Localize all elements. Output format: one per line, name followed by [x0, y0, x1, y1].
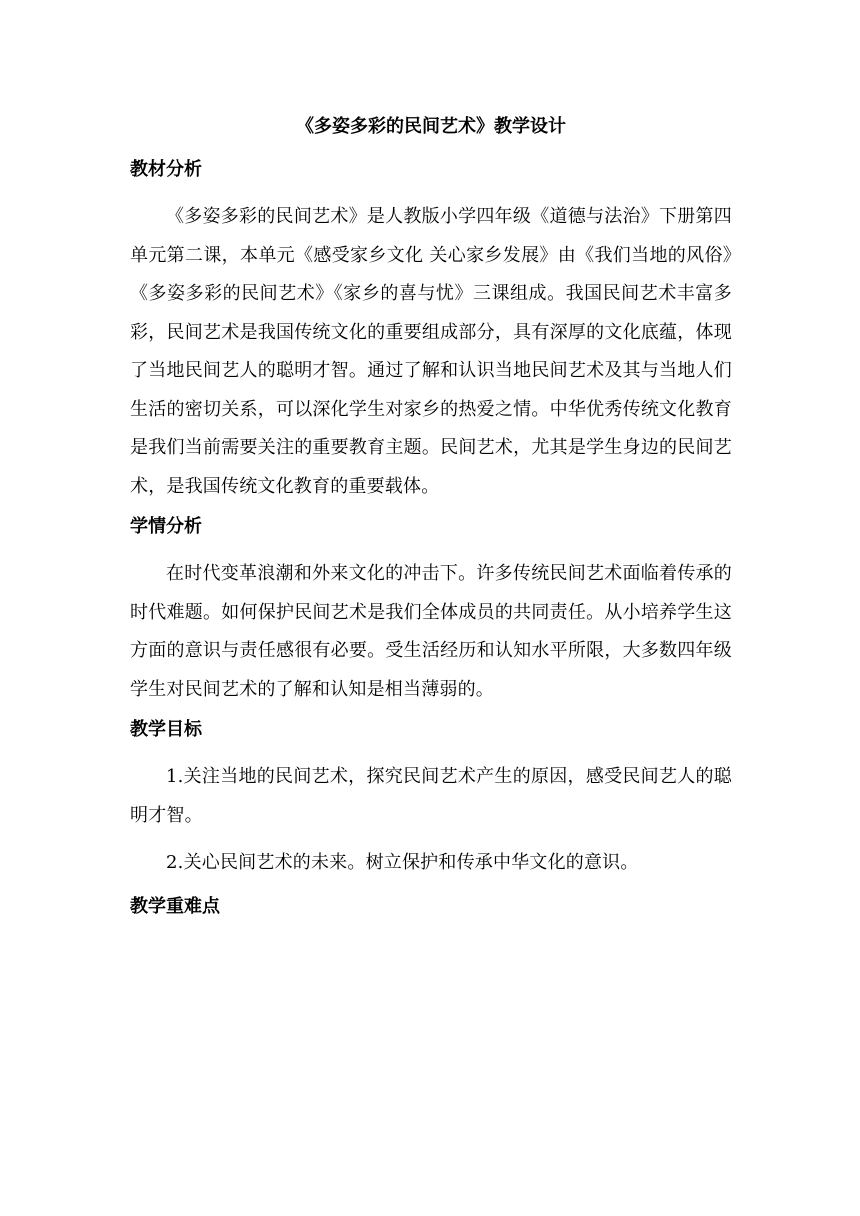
section-heading-key-difficulties: 教学重难点	[130, 895, 220, 917]
document-title: 《多姿多彩的民间艺术》教学设计	[296, 116, 566, 137]
section-heading-student-analysis: 学情分析	[130, 516, 202, 537]
paragraph-goal-2: 2.关心民间艺术的未来。树立保护和传承中华文化的意识。	[166, 852, 639, 873]
paragraph-textbook-analysis: 《多姿多彩的民间艺术》是人教版小学四年级《道德与法治》下册第四单元第二课，本单元《感受家乡文化 关心家乡发展》由《我们当地的风俗》《多姿多彩的民间艺术》《家乡的喜与忧》三课组成。我国民间艺术丰富多彩，民间艺术是我国传统文化的重要组成部分，具有深厚的文化底蕴，体现了当地民间艺人的聪明才智。通过了解和认识当地民间艺术及其与当地人们生活的密切关系，可以深化学生对家乡的热爱之情。中华优秀传统文化教育是我们当前需要关注的重要教育主题。民间艺术，尤其是学生身边的民间艺术，是我国传统文化教育的重要载体。	[130, 206, 732, 497]
section-heading-teaching-goals: 教学目标	[130, 719, 202, 740]
document-page	[130, 112, 732, 935]
paragraph-student-analysis: 在时代变革浪潮和外来文化的冲击下。许多传统民间艺术面临着传承的时代难题。如何保护民间艺术是我们全体成员的共同责任。从小培养学生这方面的意识与责任感很有必要。受生活经历和认知水平所限，大多数四年级学生对民间艺术的了解和认知是相当薄弱的。	[130, 563, 732, 700]
paragraph-goal-1: 1.关注当地的民间艺术，探究民间艺术产生的原因，感受民间艺人的聪明才智。	[130, 766, 732, 826]
section-heading-textbook-analysis: 教材分析	[130, 159, 202, 180]
